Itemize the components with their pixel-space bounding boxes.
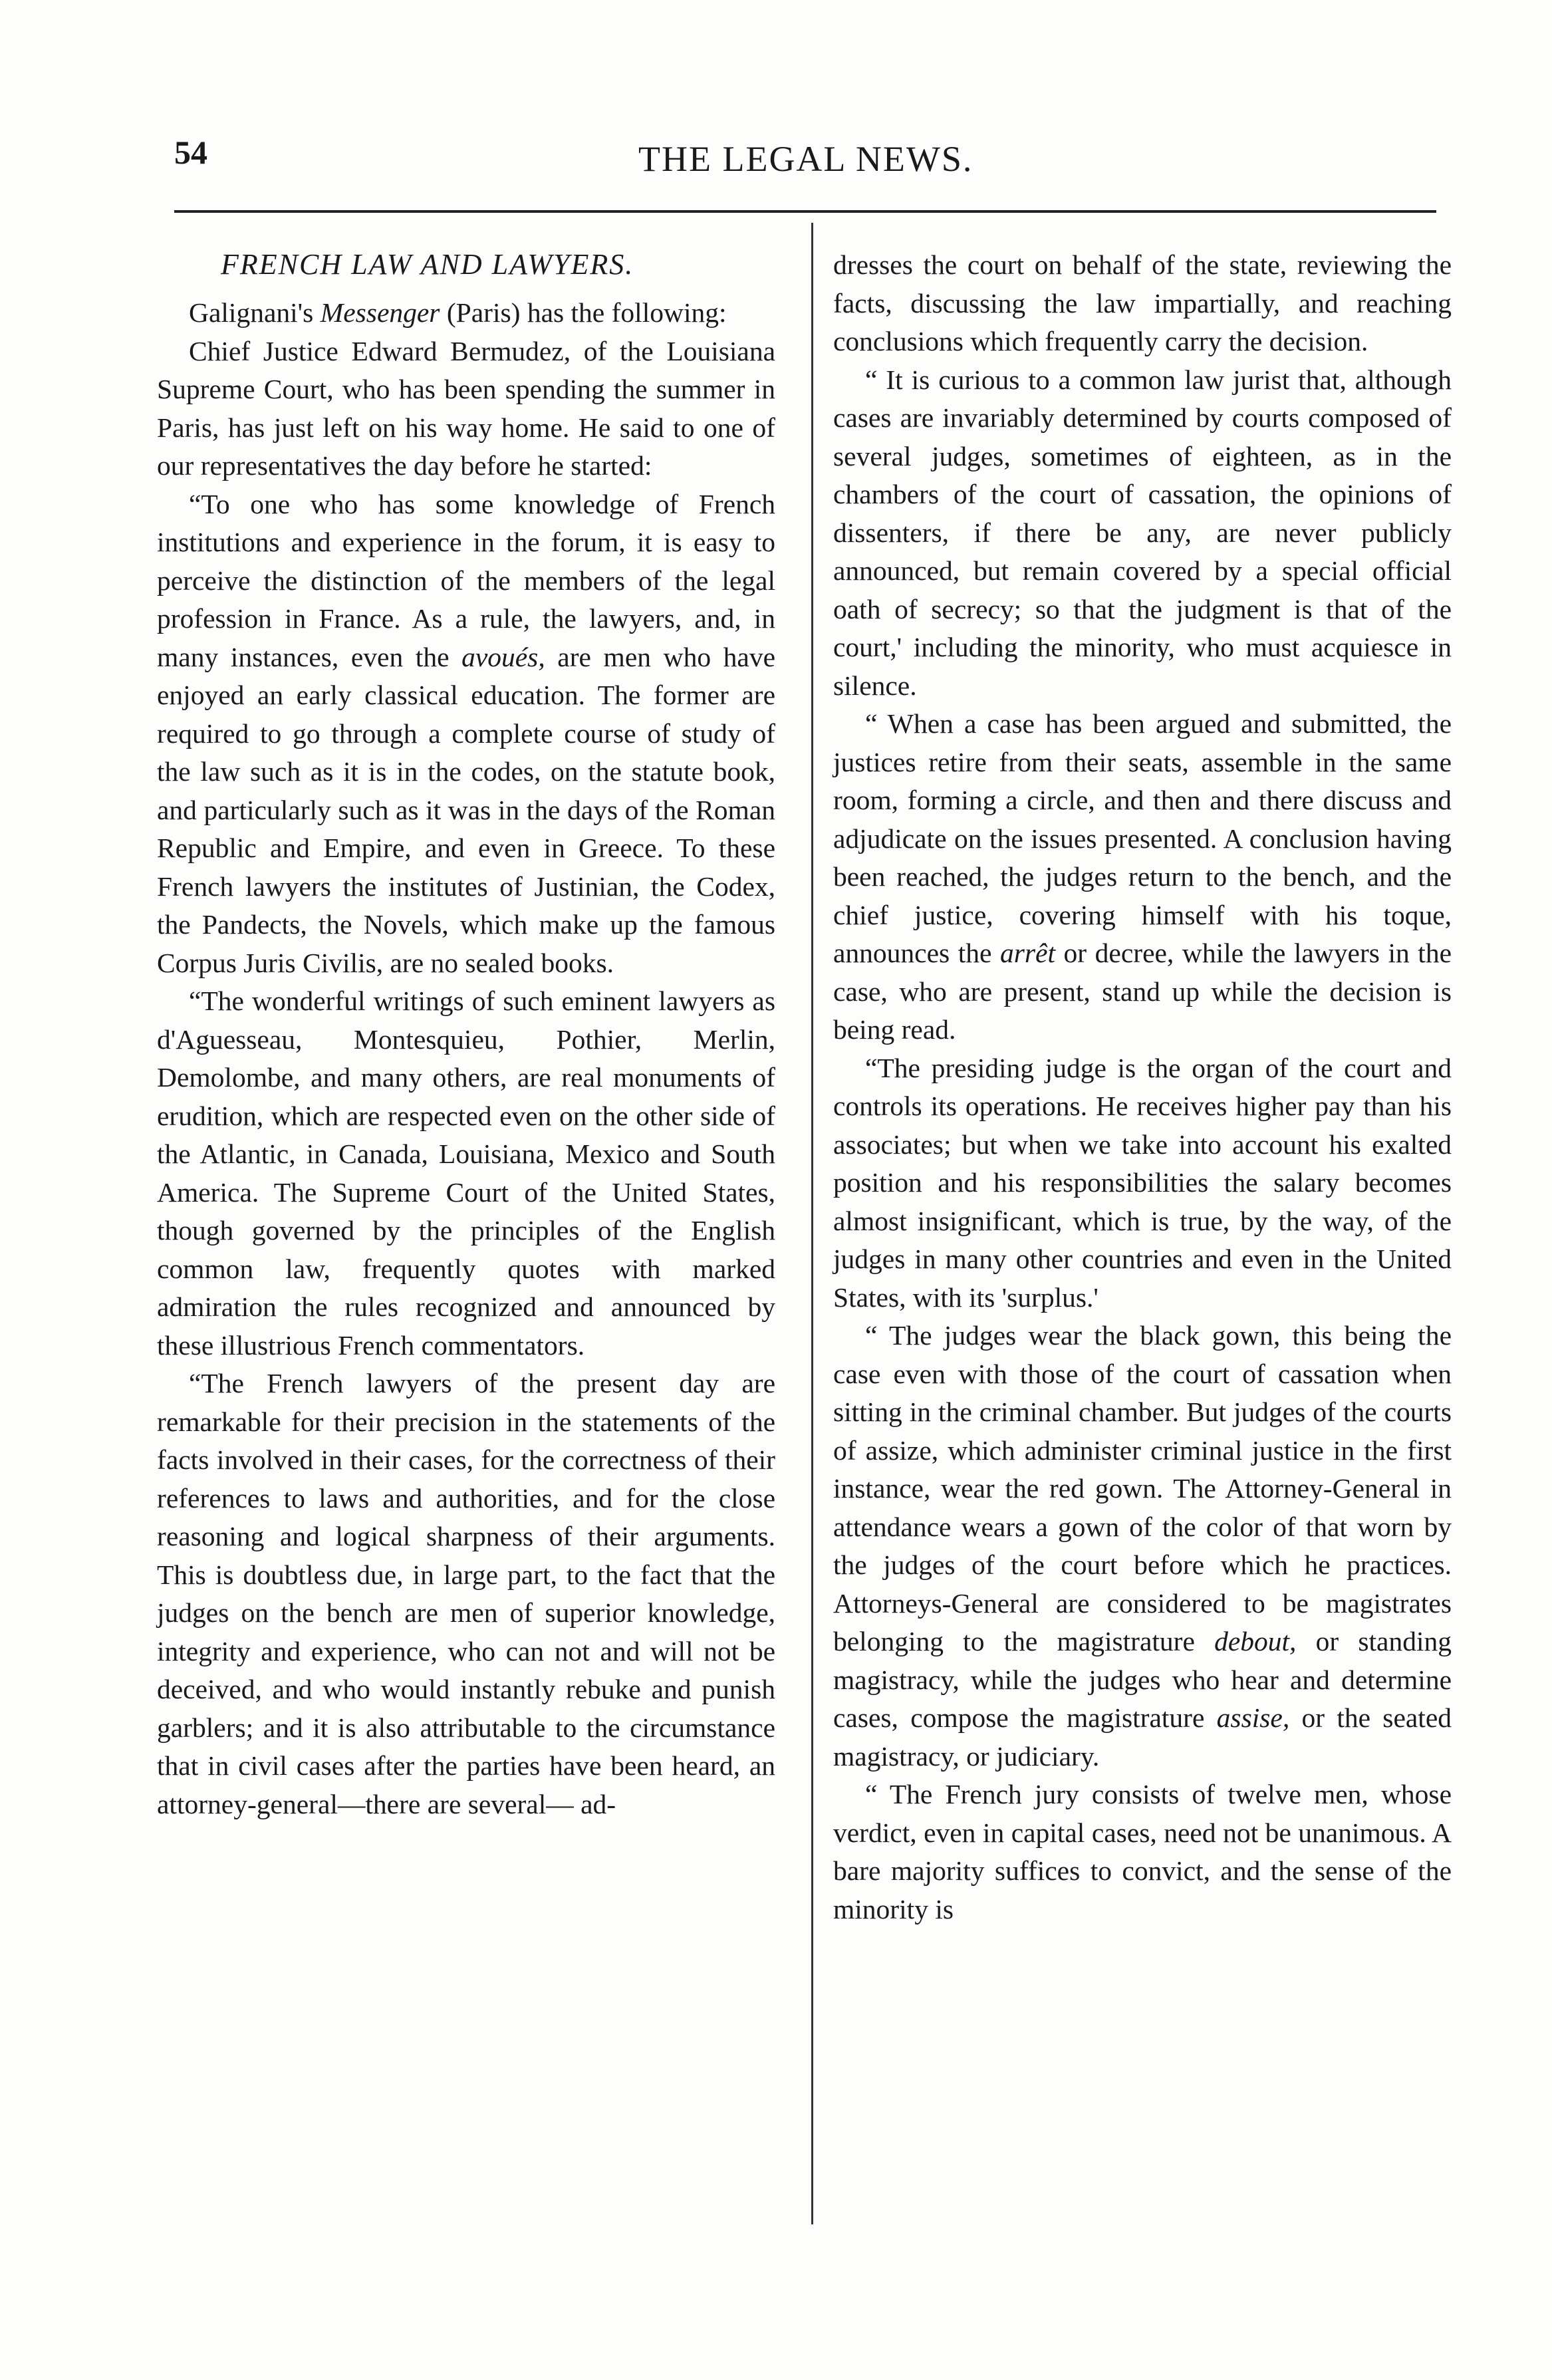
paragraph-3: “The wonderful writings of such eminent lawyers as d'Aguesseau, Montesquieu, Pothier, Merlin, Demolombe, and many others, are real monuments of erudition, which are respected even on the other side of the Atlantic, in Canada, Louisiana, Mexico and South America. The Supreme Court of the United States, though governed by the principles of the English common law, frequently quotes with marked admiration the rules recognized and announced by these illustrious French commentators.: [157, 986, 775, 1361]
intro-text-post: (Paris) has the following:: [440, 297, 727, 328]
paragraph-2-pre: “To one who has some knowledge of French institutions and experience in the forum, it is easy to perceive the distinction of the members of the legal profession in France. As a rule, the lawyers, and, in many instances, even the: [157, 488, 775, 672]
article-title: FRENCH LAW AND LAWYERS.: [221, 248, 634, 281]
paragraph-9-post: or the seated magistracy, or judiciary.: [833, 1702, 1452, 1772]
header-rule: [174, 210, 1436, 213]
paragraph-5: dresses the court on behalf of the state, reviewing the facts, discussing the law impartially, and reaching conclusions which frequently carry the decision.: [833, 249, 1452, 356]
paragraph-9-pre: “ The judges wear the black gown, this being the case even with those of the court of cassation when sitting in the criminal chamber. But judges of the courts of assize, which administer criminal justice in the first instance, wear the red gown. The Attorney-General in attendance wears a gown of the color of that worn by the judges of the court before which he practices. Attorneys-General are considered to be magistrates belonging to the magistrature: [833, 1320, 1452, 1656]
paragraph-6: “ It is curious to a common law jurist that, although cases are invariably determined by courts composed of several judges, sometimes of eighteen, as in the chambers of the court of cassation, the opinions of dissenters, if there be any, are never publicly announced, but remain covered by a special official oath of secrecy; so that the judgment is that of the court,' including the minority, who must acquiesce in silence.: [833, 364, 1452, 701]
paragraph-7-pre: “ When a case has been argued and submitted, the justices retire from their seats, assemble in the same room, forming a circle, and then and there discuss and adjudicate on the issues presented. A conclusion having been reached, the judges return to the bench, and the chief justice, covering himself with his toque, announces the: [833, 708, 1452, 968]
paragraph-9-italic-1: debout,: [1214, 1626, 1297, 1656]
paragraph-7-italic: arrêt: [999, 938, 1055, 968]
paragraph-10: “ The French jury consists of twelve men, whose verdict, even in capital cases, need not be unanimous. A bare majority suffices to convict, and the sense of the minority is: [833, 1779, 1452, 1924]
paragraph-7: [833, 705, 1452, 1049]
column-divider: [811, 223, 813, 2224]
page-number: 54: [174, 134, 207, 171]
paragraph-2-post: are men who have enjoyed an early classical education. The former are required to go through a complete course of study of the law such as it is in the codes, on the statute book, and particularly such as it was in the days of the Roman Republic and Empire, and even in Greece. To these French lawyers the institutes of Justinian, the Codex, the Pandects, the Novels, which make up the famous Corpus Juris Civilis, are no sealed books.: [157, 641, 775, 978]
left-column: [157, 245, 775, 1823]
running-title: THE LEGAL NEWS.: [638, 139, 973, 179]
paragraph-1: Chief Justice Edward Bermudez, of the Louisiana Supreme Court, who has been spending the summer in Paris, has just left on his way home. He said to one of our representatives the day before he started:: [157, 335, 775, 481]
paragraph-2-italic: avoués,: [461, 641, 545, 672]
right-column: [833, 246, 1452, 1928]
paragraph-4: “The French lawyers of the present day are remarkable for their precision in the statements of the facts involved in their cases, for the correctness of their references to laws and authorities, and for the close reasoning and logical sharpness of their arguments. This is doubtless due, in large part, to the fact that the judges on the bench are men of superior knowledge, integrity and experience, who can not and will not be deceived, and who would instantly rebuke and punish garblers; and it is also attributable to the circumstance that in civil cases after the parties have been heard, an attorney-general—there are several— ad-: [157, 1368, 775, 1819]
paragraph-9-italic-2: assise,: [1216, 1702, 1290, 1733]
paragraph-8: “The presiding judge is the organ of the court and controls its operations. He receives higher pay than his associates; but when we take into account his exalted position and his responsibilities the salary becomes almost insignificant, which is true, by the way, of the judges in many other countries and even in the United States, with its 'surplus.': [833, 1052, 1452, 1313]
intro-italic: Messenger: [320, 297, 440, 328]
paragraph-9: [833, 1317, 1452, 1776]
intro-paragraph: [157, 294, 775, 332]
paragraph-9-mid: or standing magistracy, while the judges who hear and determine cases, compose the magistrature: [833, 1626, 1452, 1733]
intro-text-pre: Galignani's: [189, 297, 321, 328]
paragraph-2: [157, 485, 775, 983]
paragraph-7-post: or decree, while the lawyers in the case, who are present, stand up while the decision is being read.: [833, 938, 1452, 1045]
